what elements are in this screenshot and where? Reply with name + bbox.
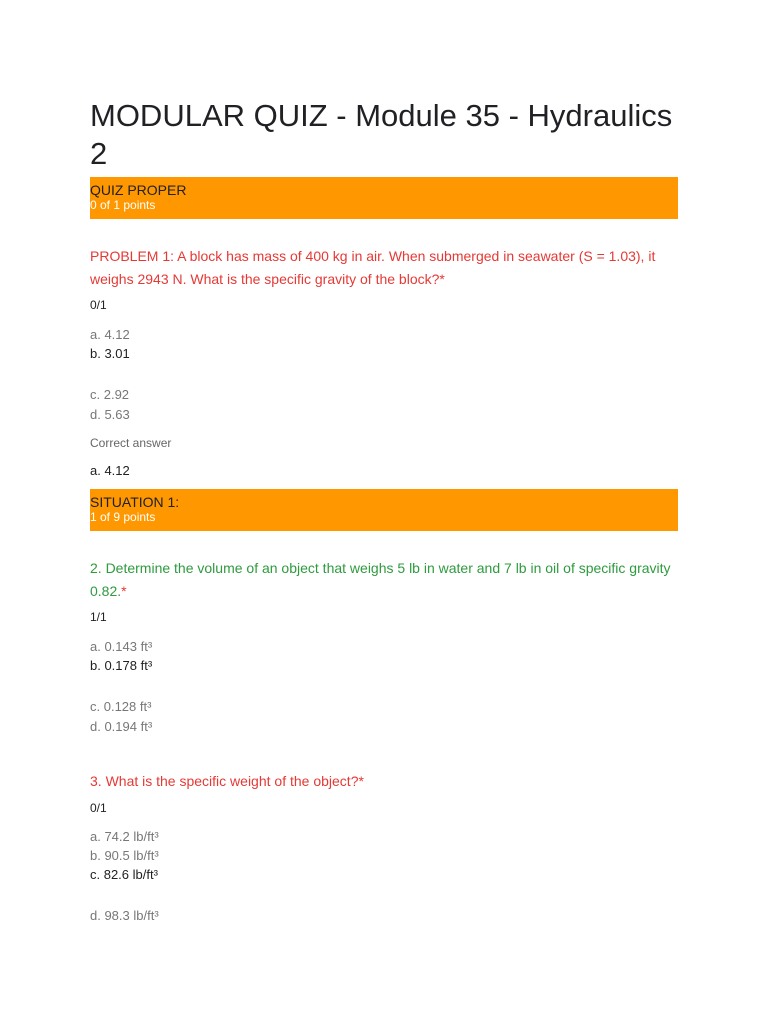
section-points: 0 of 1 points xyxy=(90,198,156,212)
question-2-option-b[interactable]: b. 0.178 ft³ xyxy=(90,658,153,673)
question-3-text xyxy=(90,770,680,793)
section-header-situation-1 xyxy=(90,489,678,531)
question-3-option-c[interactable]: c. 82.6 lb/ft³ xyxy=(90,867,158,882)
question-1-option-d[interactable]: d. 5.63 xyxy=(90,407,130,422)
correct-answer-value: a. 4.12 xyxy=(90,463,130,478)
question-1-option-a[interactable]: a. 4.12 xyxy=(90,327,130,342)
correct-answer-label: Correct answer xyxy=(90,436,172,450)
question-3-option-a[interactable]: a. 74.2 lb/ft³ xyxy=(90,829,159,844)
question-1-option-b[interactable]: b. 3.01 xyxy=(90,346,130,361)
question-3-option-b[interactable]: b. 90.5 lb/ft³ xyxy=(90,848,159,863)
question-1-prompt: PROBLEM 1: A block has mass of 400 kg in air. When submerged in seawater (S = 1.03), it weighs 2943 N. What is the specific gravity of the block? xyxy=(90,248,656,287)
section-title: SITUATION 1: xyxy=(90,494,180,510)
required-mark: * xyxy=(358,773,364,789)
question-2-option-d[interactable]: d. 0.194 ft³ xyxy=(90,719,153,734)
section-points: 1 of 9 points xyxy=(90,510,156,524)
question-2-option-c[interactable]: c. 0.128 ft³ xyxy=(90,699,152,714)
required-mark: * xyxy=(439,271,445,287)
section-header-quiz-proper xyxy=(90,177,678,219)
required-mark: * xyxy=(121,583,127,599)
question-3-option-d[interactable]: d. 98.3 lb/ft³ xyxy=(90,908,159,923)
question-2-option-a[interactable]: a. 0.143 ft³ xyxy=(90,639,153,654)
question-2-score: 1/1 xyxy=(90,610,107,624)
question-3-prompt: 3. What is the specific weight of the object? xyxy=(90,773,359,789)
question-1-text xyxy=(90,245,680,291)
question-3-score: 0/1 xyxy=(90,801,107,815)
quiz-title: MODULAR QUIZ - Module 35 - Hydraulics 2 xyxy=(90,98,673,171)
question-1-score: 0/1 xyxy=(90,298,107,312)
question-1-option-c[interactable]: c. 2.92 xyxy=(90,387,130,402)
section-title: QUIZ PROPER xyxy=(90,182,187,198)
question-2-text xyxy=(90,557,680,603)
question-2-prompt: 2. Determine the volume of an object that weighs 5 lb in water and 7 lb in oil of specific gravity 0.82. xyxy=(90,560,671,599)
